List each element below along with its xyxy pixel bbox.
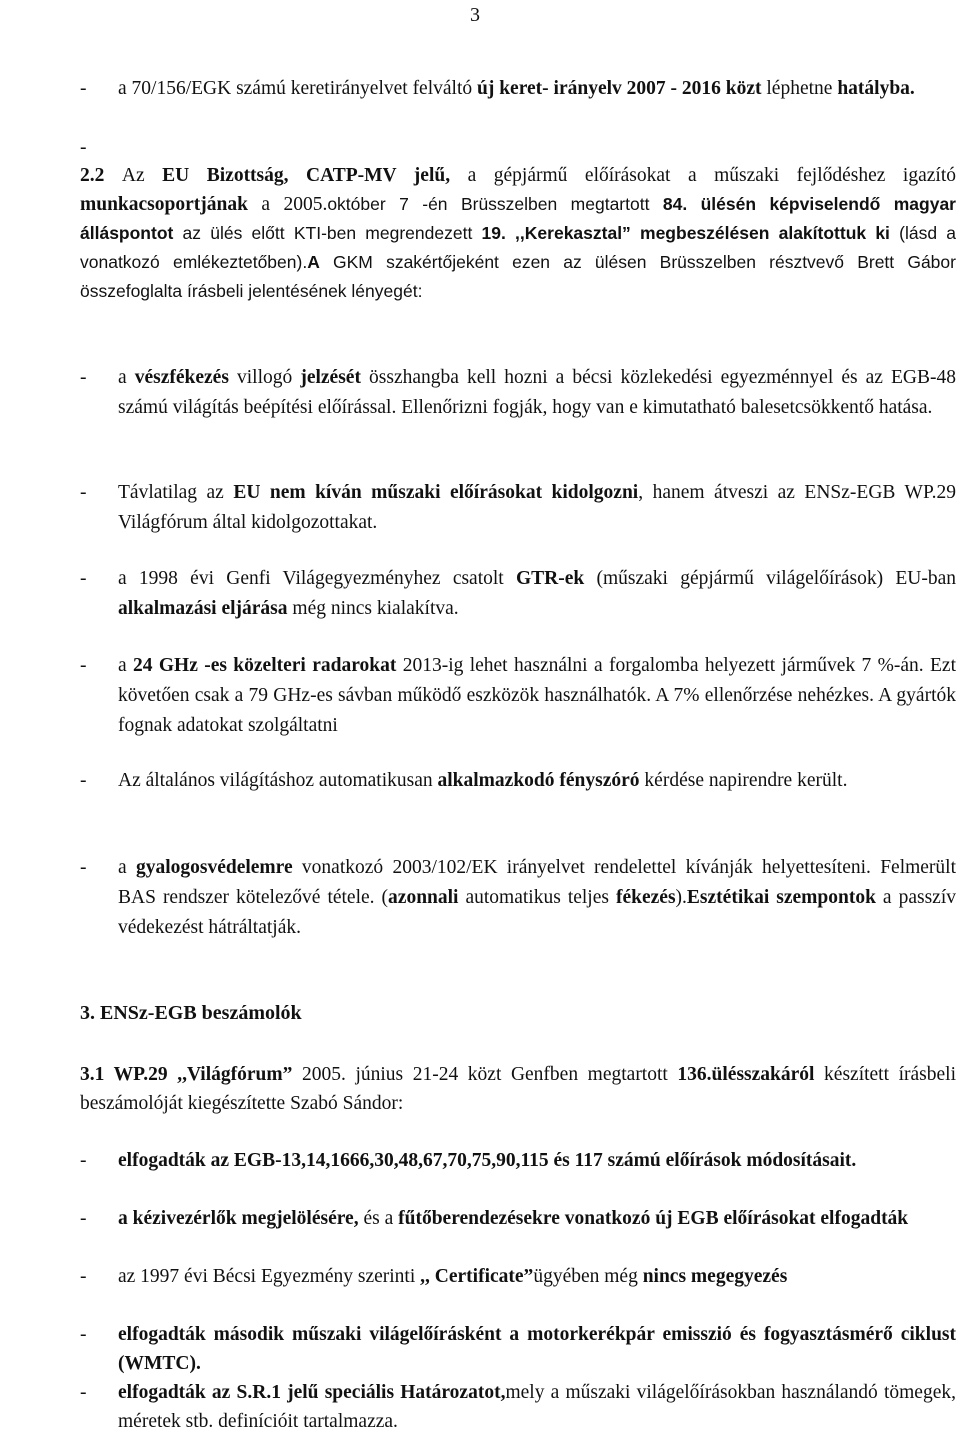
empty-dash: - — [80, 137, 87, 158]
text-run: az 1997 évi Bécsi Egyezmény szerinti — [118, 1266, 421, 1287]
list-dash: - — [80, 482, 87, 503]
text-run: azonnali — [388, 887, 459, 908]
text-run: ,, Certificate” — [420, 1266, 534, 1287]
text-run: és a — [358, 1208, 399, 1229]
list-item — [118, 1320, 956, 1378]
text-run: ügyében még — [533, 1266, 643, 1287]
text-run: elfogadták az S.R.1 jelű speciális Határozatot, — [118, 1382, 506, 1403]
list-item — [118, 766, 956, 796]
text-run: 84. ülésén képviselendő magyar álláspontot — [80, 194, 956, 243]
text-run: elfogadták az EGB-13,14,1666,30,48,67,70,75,90,115 és 117 számú előírások módosításait. — [118, 1150, 857, 1171]
text-run: (műszaki gépjármű világelőírások) EU-ban — [584, 568, 956, 589]
text-run: EU nem kíván műszaki előírásokat kidolgozni — [233, 482, 639, 503]
text-run: alkalmazási eljárása — [118, 598, 288, 619]
text-run: kérdése napirendre került. — [639, 770, 848, 791]
text-run: GKM szakértőjeként ezen az ülésen Brüsszelben résztvevő Brett Gábor összefoglalta írásbeli jelentésének lényegét: — [80, 252, 956, 301]
list-item — [118, 363, 956, 423]
text-run: a — [118, 655, 134, 676]
text-run: EU Bizottság, CATP-MV jelű, — [162, 165, 451, 186]
text-run: Az általános világításhoz automatikusan — [118, 770, 438, 791]
text-run: jelzését — [300, 367, 361, 388]
text-run: október 7 -én Brüsszelben megtartott — [327, 194, 663, 214]
page-number: 3 — [470, 4, 480, 26]
list-dash: - — [80, 78, 87, 99]
text-run: a — [118, 367, 135, 388]
list-item — [118, 1146, 956, 1175]
text-run: 136.ülésszakáról — [677, 1064, 815, 1085]
text-run: alkalmazkodó fényszóró — [437, 770, 640, 791]
list-item — [118, 1262, 956, 1291]
text-run: nincs megegyezés — [642, 1266, 788, 1287]
text-run: léphetne — [761, 78, 838, 99]
text-run: 2005. június 21-24 közt Genfben megtartott — [292, 1064, 678, 1085]
list-dash: - — [80, 1324, 87, 1345]
list-item — [118, 478, 956, 538]
text-run: villogó — [228, 367, 301, 388]
list-dash: - — [80, 1266, 87, 1287]
text-run: elfogadták második műszaki világelőírásként a motorkerékpár emisszió és fogyasztásmérő ciklust (WMTC). — [118, 1324, 956, 1374]
text-run: vészfékezés — [134, 367, 229, 388]
text-run: fűtőberendezésekre vonatkozó új EGB előírásokat elfogadták — [398, 1208, 909, 1229]
list-dash: - — [80, 1382, 87, 1403]
list-dash: - — [80, 655, 87, 676]
list-dash: - — [80, 1208, 87, 1229]
text-run: ). — [675, 887, 687, 908]
text-run: A — [307, 252, 320, 272]
text-run: 2013-ig lehet használni a forgalomba helyezett járművek 7 %-án. Ezt követően csak a 79 GHz-es sávban működő eszközök használhatók. A 7% ellenőrzése nehézkes. A gyártók fognak adatokat szolgáltatni — [118, 655, 956, 736]
text-run: a passzív védekezést hátráltatják. — [118, 887, 956, 938]
text-run: fékezés — [615, 887, 676, 908]
text-run: automatikus teljes — [458, 887, 616, 908]
text-run: Az — [121, 165, 163, 186]
list-item — [118, 1204, 956, 1233]
text-run: gyalogosvédelemre — [135, 857, 293, 878]
list-item — [118, 853, 956, 943]
text-run: 2.2 — [80, 165, 122, 186]
section-3-1-paragraph — [80, 1060, 956, 1118]
section-2-2-paragraph — [80, 161, 956, 306]
text-run: munkacsoportjának — [80, 194, 248, 215]
list-dash: - — [80, 857, 87, 878]
text-run: új keret- irányelv 2007 - 2016 közt — [477, 78, 762, 99]
text-run: összhangba kell hozni a bécsi közlekedési egyezménnyel és az EGB-48 számú világítás beépítési előírással. Ellenőrizni fogják, hogy van e kimutatható balesetcsökkentő hatása. — [118, 367, 956, 418]
text-run: vonatkozó 2003/102/EK irányelvet rendelettel kívánják helyettesíteni. Felmerült BAS rendszer kötelezővé tétele. ( — [118, 857, 957, 908]
list-dash: - — [80, 770, 87, 791]
text-run: a gépjármű előírásokat a műszaki fejlődéshez igazító — [450, 165, 956, 186]
text-run: , hanem átveszi az ENSz-EGB WP.29 Világfórum által kidolgozottakat. — [118, 482, 956, 533]
text-run: még nincs kialakítva. — [287, 598, 459, 619]
text-run: a 2005. — [247, 194, 328, 215]
text-run: GTR-ek — [515, 568, 585, 589]
text-run: 19. ,,Kerekasztal” megbeszélésen alakítottuk ki — [481, 223, 890, 243]
text-run: a 70/156/EGK számú keretirányelvet felváltó — [118, 78, 477, 99]
text-run: a — [118, 857, 136, 878]
text-run: 3.1 WP.29 ,,Világfórum” — [80, 1064, 293, 1085]
text-run: (lásd a vonatkozó emlékeztetőben). — [80, 223, 957, 272]
text-run: az ülés előtt KTI-ben megrendezett — [173, 223, 482, 243]
top-list-item — [118, 74, 956, 104]
text-run: készített írásbeli beszámolóját kiegészítette Szabó Sándor: — [80, 1064, 956, 1114]
text-run: Esztétikai szempontok — [686, 887, 876, 908]
section-3-heading: 3. ENSz-EGB beszámolók — [80, 1002, 302, 1024]
list-dash: - — [80, 568, 87, 589]
list-item — [118, 1378, 956, 1436]
list-dash: - — [80, 367, 87, 388]
list-dash: - — [80, 1150, 87, 1171]
text-run: Távlatilag az — [118, 482, 234, 503]
list-item — [118, 564, 956, 624]
text-run: hatályba. — [837, 78, 915, 99]
list-item — [118, 651, 956, 741]
text-run: a kézivezérlők megjelölésére, — [118, 1208, 359, 1229]
text-run: 24 GHz -es közelteri radarokat — [133, 655, 397, 676]
text-run: mely a műszaki világelőírásokban használandó tömegek, méretek stb. definícióit tartalmazza. — [118, 1382, 956, 1432]
text-run: a 1998 évi Genfi Világegyezményhez csatolt — [118, 568, 516, 589]
